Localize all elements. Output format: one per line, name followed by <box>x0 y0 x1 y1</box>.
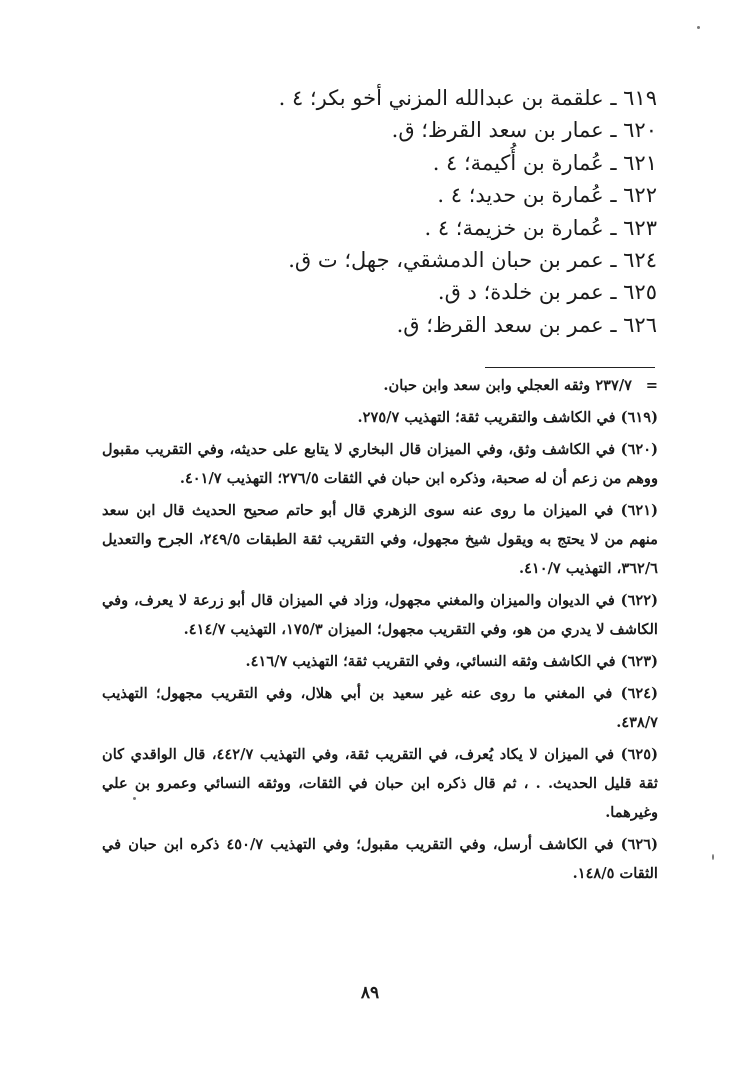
footnote-622: (٦٢٢) في الديوان والميزان والمغني مجهول، وزاد في الميزان قال أبو زرعة لا يعرف، وفي الكاشف لا يدري من هو، وفي التقريب مجهول؛ الميزان ١٧٥/٣، التهذيب ٤١٤/٧. <box>102 592 658 638</box>
footnote-continuation-text: ٢٣٧/٧ وثقه العجلي وابن سعد وابن حبان. <box>383 377 632 394</box>
continuation-marker: = <box>645 377 658 394</box>
narrator-entry-622: ٦٢٢ ـ عُمارة بن حديد؛ ٤ . <box>437 183 657 208</box>
scan-speck <box>697 26 700 29</box>
narrator-entry-626: ٦٢٦ ـ عمر بن سعد القرظ؛ ق. <box>396 312 657 337</box>
narrator-entry-619: ٦١٩ ـ علقمة بن عبدالله المزني أخو بكر؛ ٤ . <box>278 86 657 110</box>
narrator-entry-620: ٦٢٠ ـ عمار بن سعد القرظ؛ ق. <box>391 118 657 143</box>
footnote-623: (٦٢٣) في الكاشف وثقه النسائي، وفي التقريب ثقة؛ التهذيب ٤١٦/٧. <box>245 653 658 670</box>
footnote-620: (٦٢٠) في الكاشف وثق، وفي الميزان قال البخاري لا يتابع على حديثه، وفي التقريب مقبول ووهم من زعم أن له صحبة، وذكره ابن حبان في الثقات ٢٧٦/٥؛ التهذيب ٤٠١/٧. <box>102 441 658 487</box>
narrator-entry-625: ٦٢٥ ـ عمر بن خلدة؛ د ق. <box>437 280 657 305</box>
footnote-624: (٦٢٤) في المغني ما روى عنه غير سعيد بن أبي هلال، وفي التقريب مجهول؛ التهذيب ٤٣٨/٧. <box>102 685 658 731</box>
scan-speck <box>712 854 714 860</box>
narrator-entry-623: ٦٢٣ ـ عُمارة بن خزيمة؛ ٤ . <box>424 215 657 240</box>
footnote-626: (٦٢٦) في الكاشف أرسل، وفي التقريب مقبول؛ وفي التهذيب ٤٥٠/٧ ذكره ابن حبان في الثقات ١٤٨/٥. <box>102 836 658 882</box>
narrator-entry-621: ٦٢١ ـ عُمارة بن أُكيمة؛ ٤ . <box>432 150 657 175</box>
scan-speck <box>133 797 136 800</box>
footnote-621: (٦٢١) في الميزان ما روى عنه سوى الزهري قال أبو حاتم صحيح الحديث قال ابن سعد منهم من لا يحتج به ويقول شيخ مجهول، وفي التقريب ثقة الطبقات ٢٤٩/٥، الجرح والتعديل ٣٦٢/٦، التهذيب ٤١٠/٧. <box>102 502 658 577</box>
footnote-separator-rule <box>485 367 655 368</box>
footnote-619: (٦١٩) في الكاشف والتقريب ثقة؛ التهذيب ٢٧٥/٧. <box>357 409 658 426</box>
narrator-entry-624: ٦٢٤ ـ عمر بن حبان الدمشقي، جهل؛ ت ق. <box>288 247 657 272</box>
page-number: ٨٩ <box>360 983 380 1003</box>
footnote-625: (٦٢٥) في الميزان لا يكاد يُعرف، في التقريب ثقة، وفي التهذيب ٤٤٢/٧، قال الواقدي كان ثقة قليل الحديث. . ، ثم قال ذكره ابن حبان في الثقات، ووثقه النسائي وعمرو بن علي وغيرهما. <box>102 746 658 821</box>
narrator-entries-list <box>97 82 657 341</box>
footnote-continuation <box>102 371 658 400</box>
footnotes-section <box>102 371 658 891</box>
